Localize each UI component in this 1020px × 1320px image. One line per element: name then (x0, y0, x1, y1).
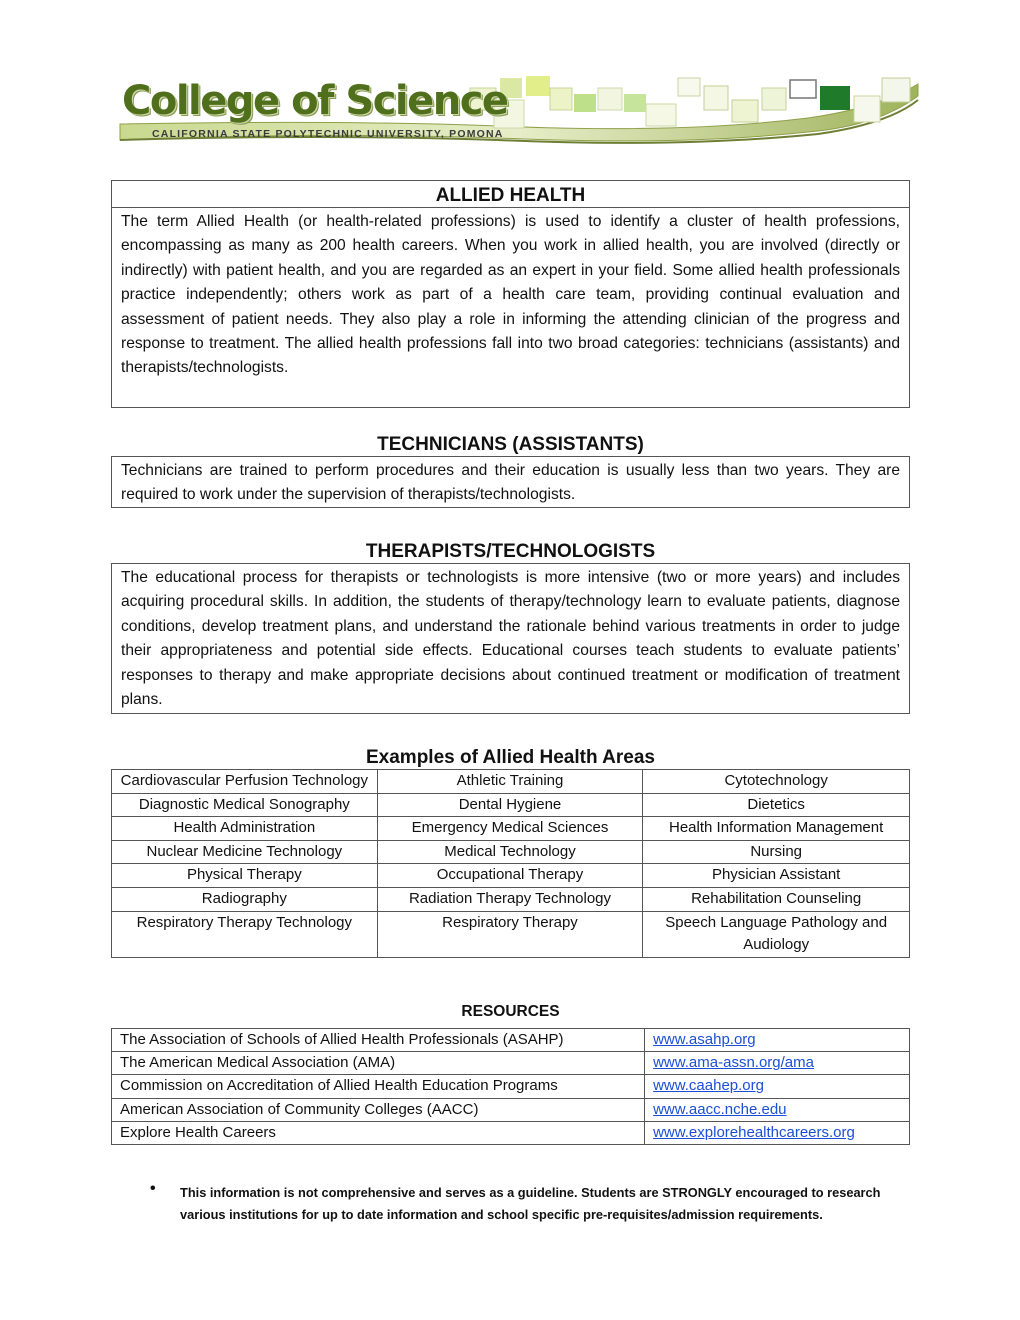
university-subtitle: CALIFORNIA STATE POLYTECHNIC UNIVERSITY, POMONA (152, 128, 504, 140)
disclaimer-text: This information is not comprehensive and serves as a guideline. Students are STRONGLY encouraged to research various institutions for up to date information and school specific pre-requisites/admission requirements. (180, 1185, 881, 1222)
table-row (112, 864, 910, 888)
resource-name: American Association of Community Colleges (AACC) (112, 1098, 645, 1121)
allied-health-areas-table (111, 769, 910, 958)
resources-section (111, 1028, 910, 1145)
area-cell: Respiratory Therapy Technology (112, 911, 378, 957)
area-cell: Respiratory Therapy (377, 911, 643, 957)
resource-name: Commission on Accreditation of Allied Health Education Programs (112, 1075, 645, 1098)
resource-link-cell (645, 1098, 910, 1121)
area-cell: Emergency Medical Sciences (377, 817, 643, 841)
allied-health-body: The term Allied Health (or health-related professions) is used to identify a cluster of health professions, encompassing as many as 200 health careers. When you work in allied health, you are involved (directly or indirectly) with patient health, and you are regarded as an expert in your field. Some allied health professionals practice independently; others work as part of a health care team, providing continual evaluation and assessment of patient needs. They also play a role in informing the attending clinician of the progress and response to treatment. The allied health professions fall into two broad categories: technicians (assistants) and therapists/technologists. (111, 207, 910, 408)
area-cell: Dietetics (643, 793, 910, 817)
area-cell: Health Administration (112, 817, 378, 841)
resource-link-cell (645, 1052, 910, 1075)
resource-link-cell (645, 1029, 910, 1052)
allied-health-section (111, 180, 910, 408)
resource-link[interactable]: www.ama-assn.org/ama (653, 1054, 814, 1072)
resource-link-cell (645, 1121, 910, 1144)
therapists-section (111, 537, 910, 714)
area-cell: Physical Therapy (112, 864, 378, 888)
technicians-body: Technicians are trained to perform procedures and their education is usually less than two years. They are required to work under the supervision of therapists/technologists. (111, 456, 910, 508)
table-row (112, 1052, 910, 1075)
area-cell: Dental Hygiene (377, 793, 643, 817)
college-banner (118, 74, 920, 158)
area-cell: Occupational Therapy (377, 864, 643, 888)
table-row (112, 887, 910, 911)
technicians-heading: TECHNICIANS (ASSISTANTS) (377, 434, 644, 455)
examples-heading: Examples of Allied Health Areas (366, 747, 655, 768)
bullet-icon: • (150, 1180, 156, 1197)
resources-table (111, 1028, 910, 1145)
therapists-heading: THERAPISTS/TECHNOLOGISTS (365, 541, 656, 562)
table-row (112, 1029, 910, 1052)
allied-health-heading: ALLIED HEALTH (111, 180, 910, 207)
table-row (112, 840, 910, 864)
area-cell: Athletic Training (377, 770, 643, 794)
resource-link[interactable]: www.explorehealthcareers.org (653, 1123, 855, 1141)
area-cell: Cytotechnology (643, 770, 910, 794)
table-row (112, 1098, 910, 1121)
area-cell: Medical Technology (377, 840, 643, 864)
area-cell: Physician Assistant (643, 864, 910, 888)
resource-link[interactable]: www.aacc.nche.edu (653, 1100, 787, 1118)
resource-name: The American Medical Association (AMA) (112, 1052, 645, 1075)
area-cell: Nuclear Medicine Technology (112, 840, 378, 864)
technicians-section (111, 430, 910, 508)
examples-section (111, 743, 910, 958)
area-cell: Rehabilitation Counseling (643, 887, 910, 911)
area-cell: Cardiovascular Perfusion Technology (112, 770, 378, 794)
table-row (112, 793, 910, 817)
table-row (112, 770, 910, 794)
disclaimer-note (150, 1182, 910, 1226)
resource-link[interactable]: www.caahep.org (653, 1077, 764, 1095)
area-cell: Speech Language Pathology and Audiology (643, 911, 910, 957)
resource-name: Explore Health Careers (112, 1121, 645, 1144)
table-row (112, 1075, 910, 1098)
area-cell: Radiography (112, 887, 378, 911)
table-row (112, 817, 910, 841)
college-title: College of Science (122, 78, 508, 124)
therapists-body: The educational process for therapists or technologists is more intensive (two or more years) and includes acquiring procedural skills. In addition, the students of therapy/technology learn to evaluate patients, diagnose conditions, develop treatment plans, and understand the rationale behind various treatments in order to judge their appropriateness and potential side effects. Educational courses teach students to evaluate patients’ responses to therapy and make appropriate decisions about continued treatment or modification of treatment plans. (111, 563, 910, 714)
resource-link[interactable]: www.asahp.org (653, 1031, 756, 1048)
resources-heading: RESOURCES (461, 1003, 560, 1020)
table-row (112, 1121, 910, 1144)
area-cell: Radiation Therapy Technology (377, 887, 643, 911)
resource-link-cell (645, 1075, 910, 1098)
area-cell: Diagnostic Medical Sonography (112, 793, 378, 817)
resource-name: The Association of Schools of Allied Health Professionals (ASAHP) (112, 1029, 645, 1052)
table-row (112, 911, 910, 957)
area-cell: Health Information Management (643, 817, 910, 841)
area-cell: Nursing (643, 840, 910, 864)
